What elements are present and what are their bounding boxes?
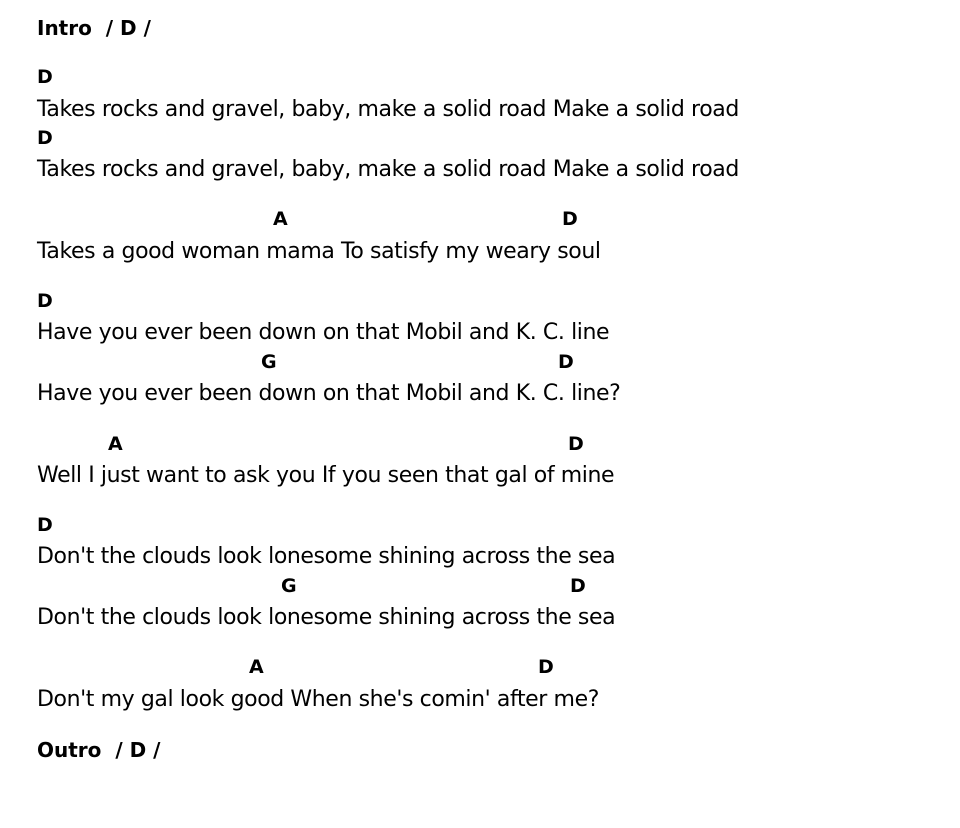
outro-label: Outro — [37, 738, 102, 762]
chord: D — [570, 575, 586, 597]
outro-line — [37, 738, 160, 762]
chord: D — [37, 127, 53, 149]
lyric-line: Don't the clouds look lonesome shining across the sea — [37, 605, 616, 630]
lyric-line: Takes rocks and gravel, baby, make a solid road Make a solid road — [37, 157, 739, 182]
lyric-line: Takes rocks and gravel, baby, make a solid road Make a solid road — [37, 97, 739, 122]
lyric-line: Takes a good woman mama To satisfy my weary soul — [37, 239, 601, 264]
chord: A — [249, 656, 264, 678]
lyric-line: Have you ever been down on that Mobil and K. C. line? — [37, 381, 621, 406]
chord: A — [273, 208, 288, 230]
intro-line — [37, 16, 151, 40]
chord: D — [37, 290, 53, 312]
chord: D — [558, 351, 574, 373]
chord: D — [37, 66, 53, 88]
chord: G — [261, 351, 277, 373]
chord-row — [0, 656, 960, 680]
chord: D — [538, 656, 554, 678]
chord: A — [108, 433, 123, 455]
chord: D — [562, 208, 578, 230]
chord: G — [281, 575, 297, 597]
lyric-line: Don't the clouds look lonesome shining across the sea — [37, 544, 616, 569]
intro-chords: / D / — [105, 16, 151, 40]
chord: D — [37, 514, 53, 536]
chord-row — [0, 127, 960, 151]
chord-row — [0, 208, 960, 232]
chord-row — [0, 351, 960, 375]
chord-row — [0, 575, 960, 599]
lyric-line: Well I just want to ask you If you seen that gal of mine — [37, 463, 615, 488]
outro-chords: / D / — [115, 738, 161, 762]
chord-row — [0, 290, 960, 314]
intro-label: Intro — [37, 16, 92, 40]
chord-row — [0, 514, 960, 538]
chord-row — [0, 433, 960, 457]
lyric-line: Have you ever been down on that Mobil and K. C. line — [37, 320, 610, 345]
lyric-line: Don't my gal look good When she's comin' after me? — [37, 687, 599, 712]
chord: D — [568, 433, 584, 455]
chord-row — [0, 66, 960, 90]
